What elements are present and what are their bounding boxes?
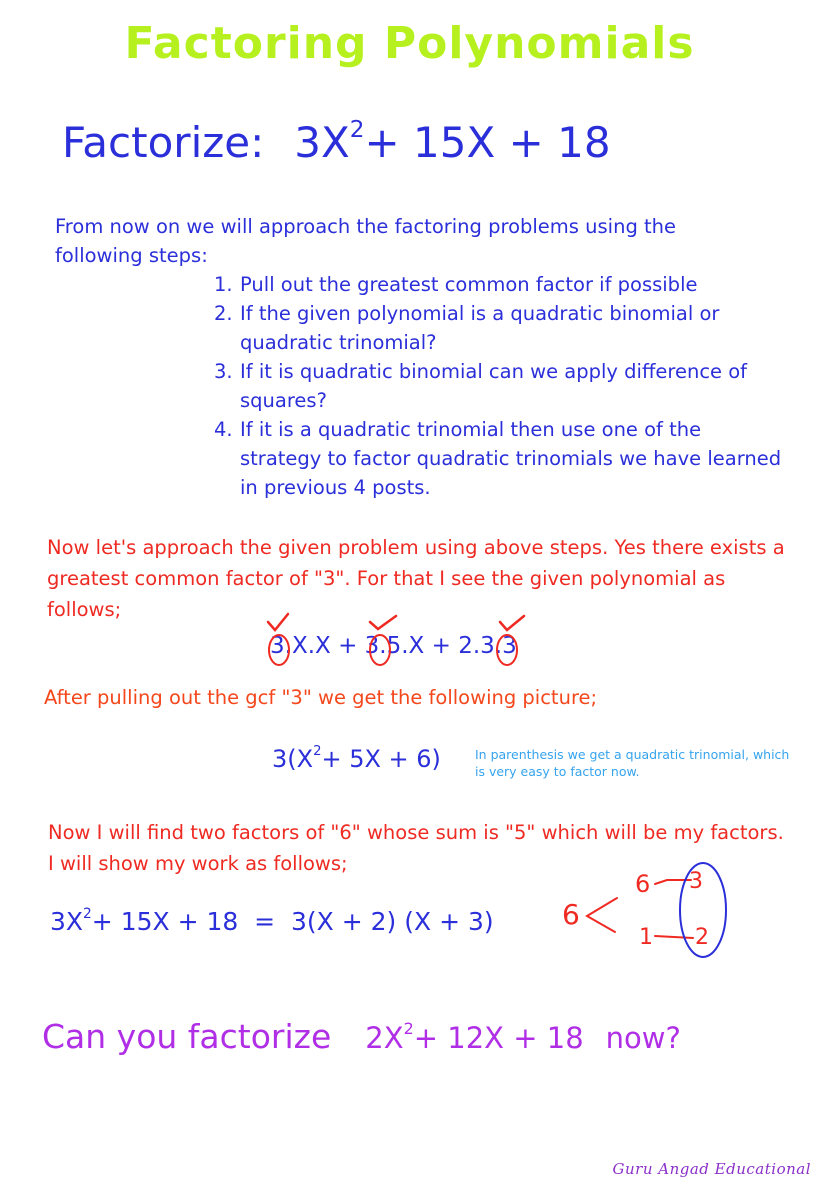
question-post: + 12X + 18 — [413, 1021, 584, 1055]
tree-link — [655, 936, 693, 938]
closing-question — [42, 1017, 681, 1056]
tree-bottom-left: 1 — [639, 925, 653, 950]
trinomial-note: In parenthesis we get a quadratic trinomial, which is very easy to factor now. — [475, 747, 790, 779]
circle-mark — [497, 635, 517, 665]
factorize-exponent: 2 — [349, 117, 365, 144]
step-number: 3. — [214, 360, 233, 383]
tree-top-left: 6 — [635, 870, 651, 898]
step-text: If the given polynomial is a quadratic binomial or quadratic trinomial? — [240, 302, 720, 354]
question-lead: Can you factorize — [42, 1017, 332, 1056]
factor-tree — [555, 858, 745, 968]
intro-paragraph: From now on we will approach the factoring problems using the following steps: — [55, 215, 677, 267]
brand-signature: Guru Angad Educational — [612, 1160, 811, 1178]
check-icon — [268, 614, 288, 630]
tree-root: 6 — [562, 898, 580, 931]
step-text: If it is quadratic binomial can we apply difference of squares? — [240, 360, 748, 412]
check-icon — [500, 616, 524, 630]
question-pre: 2X — [365, 1021, 404, 1055]
expanded-expression: 3.X.X + 3.5.X + 2.3.3 — [270, 633, 517, 659]
tree-branch — [587, 898, 617, 932]
approach-paragraph: Now let's approach the given problem using above steps. Yes there exists a greatest common factor of "3". For that I see the given polynomial as follows; — [47, 536, 785, 621]
step-text: If it is a quadratic trinomial then use one of the strategy to factor quadratic trinomials we have learned in previous 4 posts. — [240, 418, 782, 499]
tree-bottom-right: 2 — [695, 925, 709, 950]
factorize-rest: + 15X + 18 — [364, 118, 611, 167]
factorize-label: Factorize: — [62, 118, 265, 167]
gcf-expr-pre: 3(X — [272, 745, 314, 773]
gcf-paragraph: After pulling out the gcf "3" we get the following picture; — [44, 686, 598, 709]
result-post: + 15X + 18 = 3(X + 2) (X + 3) — [91, 907, 494, 936]
check-icon — [370, 616, 396, 629]
factorize-term1: 3X — [294, 118, 350, 167]
question-tail: now? — [605, 1021, 681, 1055]
gcf-expression — [272, 745, 441, 773]
circle-mark — [269, 635, 289, 665]
result-exponent: 2 — [83, 905, 92, 922]
result-pre: 3X — [50, 907, 84, 936]
factored-result — [50, 907, 494, 936]
gcf-expr-exponent: 2 — [313, 744, 322, 760]
step-number: 4. — [214, 418, 233, 441]
step-number: 1. — [214, 273, 233, 296]
factors-paragraph: Now I will find two factors of "6" whose sum is "5" which will be my factors. I will show my work as follows; — [48, 821, 784, 875]
question-exponent: 2 — [403, 1019, 414, 1039]
tree-top-right: 3 — [689, 869, 703, 894]
step-number: 2. — [214, 302, 233, 325]
gcf-expr-post: + 5X + 6) — [321, 745, 441, 773]
question-expression — [365, 1021, 583, 1055]
step-text: Pull out the greatest common factor if possible — [240, 273, 698, 296]
page-title: Factoring Polynomials — [124, 18, 695, 69]
circle-mark — [370, 635, 390, 665]
